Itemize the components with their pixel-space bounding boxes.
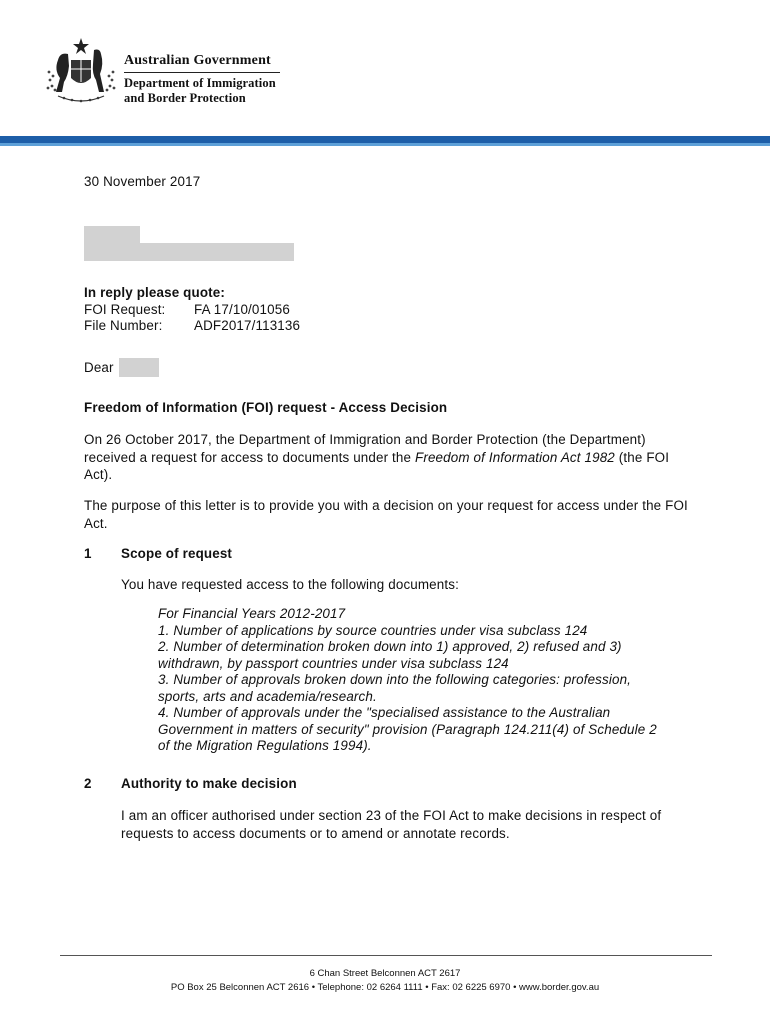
salutation: Dear	[84, 360, 114, 375]
department-name-line-1: Department of Immigration	[124, 76, 276, 90]
quote-line: For Financial Years 2012-2017	[158, 606, 346, 621]
government-name: Australian Government	[124, 53, 271, 68]
quote-line: 1. Number of applications by source countries under visa subclass 124	[158, 622, 588, 638]
quote-line: of the Migration Regulations 1994).	[158, 738, 372, 753]
letterhead-band-light	[0, 143, 770, 146]
quote-line: Government in matters of security" provision (Paragraph 124.211(4) of Schedule 2	[158, 721, 657, 737]
footer-street-address: 6 Chan Street Belconnen ACT 2617	[309, 968, 461, 979]
intro-act-title: Freedom of Information Act 1982	[415, 449, 615, 465]
intro-text-2: (the FOI Act).	[84, 449, 670, 482]
intro-paragraph	[84, 431, 690, 484]
department-name-line-2: and Border Protection	[124, 91, 246, 105]
foi-request-value: FA 17/10/01056	[194, 302, 290, 317]
quote-line: withdrawn, by passport countries under visa subclass 124	[158, 655, 509, 671]
section-2-number: 2	[84, 776, 92, 791]
section-1-body: You have requested access to the following documents:	[121, 577, 459, 592]
redacted-recipient-name	[84, 226, 140, 243]
foi-request-label: FOI Request:	[84, 302, 166, 317]
quote-line: sports, arts and academia/research.	[158, 688, 377, 704]
section-1-number: 1	[84, 546, 92, 561]
letterhead-band-dark	[0, 136, 770, 143]
department-name	[124, 76, 276, 106]
intro-text-1: On 26 October 2017, the Department of Immigration and Border Protection (the Department) received a request for access to documents under the	[84, 432, 646, 465]
quote-line: 3. Number of approvals broken down into the following categories: profession,	[158, 672, 632, 687]
redacted-recipient-address	[84, 243, 294, 261]
letterhead-divider	[124, 72, 280, 73]
section-2-title: Authority to make decision	[121, 776, 297, 791]
letter-date: 30 November 2017	[84, 174, 201, 189]
redacted-salutation-name	[119, 358, 159, 377]
quote-line: 2. Number of determination broken down into 1) approved, 2) refused and 3)	[158, 639, 622, 654]
section-1-title: Scope of request	[121, 546, 233, 561]
quote-line: 4. Number of approvals under the "specialised assistance to the Australian	[158, 705, 611, 720]
coat-of-arms-icon	[44, 36, 118, 106]
section-2-body: I am an officer authorised under section 23 of the FOI Act to make decisions in respect of requests to access documents or to amend or annotate records.	[121, 808, 662, 841]
file-number-value: ADF2017/113136	[194, 318, 301, 333]
reference-heading: In reply please quote:	[84, 285, 225, 300]
footer-contact-details: PO Box 25 Belconnen ACT 2616 • Telephone: 02 6264 1111 • Fax: 02 6225 6970 • www.border.gov.au	[170, 982, 600, 993]
purpose-paragraph: The purpose of this letter is to provide you with a decision on your request for access under the FOI Act.	[84, 498, 688, 531]
request-scope-quote	[158, 606, 657, 755]
file-number-label: File Number:	[84, 318, 163, 333]
footer-divider	[60, 955, 712, 956]
letter-subject: Freedom of Information (FOI) request - Access Decision	[84, 400, 448, 415]
